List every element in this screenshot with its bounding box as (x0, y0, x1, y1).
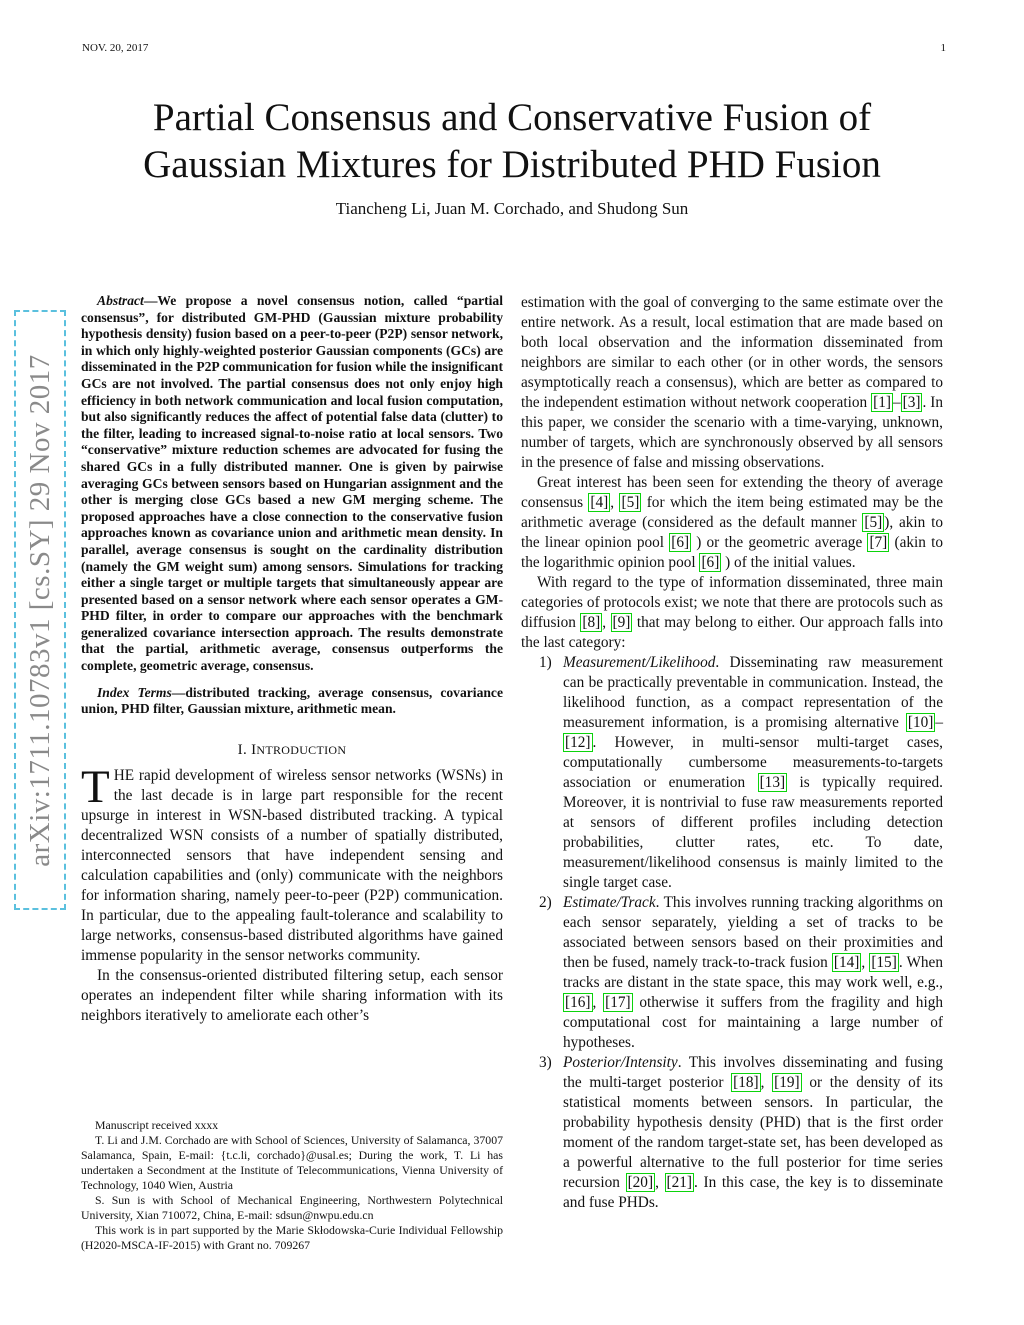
text: . However, in multi-sensor multi-target cases, computationally cumbersome measurements-to-targets association or enumeration (563, 734, 943, 791)
index-terms-lead: Index Terms (97, 684, 172, 700)
section-initial: I (251, 741, 257, 758)
title-line-1: Partial Consensus and Conservative Fusion of (152, 96, 872, 139)
running-header-date: NOV. 20, 2017 (82, 42, 149, 54)
citation-link[interactable]: [16] (565, 994, 591, 1011)
citation-link[interactable]: [5] (864, 514, 883, 531)
drop-cap: T (81, 760, 110, 813)
index-terms (81, 685, 503, 718)
footnotes (81, 1118, 503, 1253)
abstract-text: —We propose a novel consensus notion, called “partial consensus”, for distributed GM-PHD (Gaussian mixture probability hypothesis density) fusion based on a peer-to-peer (P2P) sensor network, in which only highly-weighted posterior Gaussian components (GCs) are disseminated in the P2P communication for fusion while the insignificant GCs are not involved. The partial consensus does not only enjoy high efficiency in both network communication and local fusion computation, but also significantly reduces the affect of potential false data (clutter) to the filter, leading to increased signal-to-noise ratio at local sensors. Two “conservative” mixture reduction schemes are advocated for fusing the shared GCs in a fully distributed manner. One is given by pairwise averaging GCs between sensors based on Hungarian assignment and the other is merging close GCs based a new GM merging scheme. The proposed approaches have a close connection to the conservative fusion approaches known as covariance union and arithmetic mean density. In parallel, average consensus is sought on the cardinality distribution (namely the GM weight sum) among sensors. Simulations for tracking either a single target or multiple targets that simultaneously appear are presented based on a sensor network where each sensor operates a GM-PHD filter, in order to compare our approaches with the benchmark generalized covariance intersection approach. The results demonstrate that the partial, arithmetic average, consensus outperforms the complete, geometric average, consensus. (81, 293, 503, 674)
text: . In this case, the key is to disseminate and fuse PHDs. (563, 1174, 943, 1211)
section-heading-introduction (81, 740, 503, 760)
text: – (935, 714, 943, 731)
citation-link[interactable]: [9] (612, 614, 631, 631)
citation-link[interactable]: [17] (605, 994, 631, 1011)
text: , (760, 1074, 773, 1091)
abstract-lead: Abstract (97, 293, 144, 308)
text: . Disseminating raw measurement can be practically preventable in communication. Instead, the likelihood function, as a compact representation of the measurement information, is a promising alternative (563, 654, 943, 731)
list-item-title: Measurement/Likelihood (563, 654, 716, 671)
citation-link[interactable]: [15] (871, 954, 897, 971)
citation-link[interactable]: [18] (733, 1074, 759, 1091)
abstract (81, 293, 503, 675)
text: otherwise it suffers from the fragility and high computational cost for maintaining a large number of hypotheses. (563, 994, 943, 1051)
footnote-4: This work is in part supported by the Marie Skłodowska-Curie Individual Fellowship (H2020-MSCA-IF-2015) with Grant no. 709267 (81, 1223, 503, 1252)
text: or the density of its statistical moments between sensors. In particular, the probability hypothesis density (PHD) that is the first order moment of the random target-state set, has been developed as a powerful alternative to the full posterior for time series recursion (563, 1074, 943, 1191)
left-column (81, 293, 503, 1026)
citation-link[interactable]: [1] (873, 394, 891, 411)
citation-link[interactable]: [21] (666, 1174, 693, 1191)
text: , (861, 954, 870, 971)
author-list: Tiancheng Li, Juan M. Corchado, and Shudong Sun (335, 199, 689, 218)
intro-paragraph-1 (81, 760, 503, 966)
title-line-2: Gaussian Mixtures for Distributed PHD Fusion (143, 143, 881, 186)
text: . When tracks are distant in the state space, this may work well, e.g., (563, 954, 943, 991)
footnote-2: T. Li and J.M. Corchado are with School of Sciences, University of Salamanca, 37007 Salamanca, Spain, E-mail: {t.c.li, corchado}@usal.es; During the work, T. Li has undertaken a Secondment at the Institute of Telecommunications, Vienna University of Technology, 1040 Wien, Austria (81, 1133, 503, 1192)
text: ) of the initial values. (721, 554, 856, 571)
citation-link[interactable]: [7] (869, 534, 888, 551)
text: , (655, 1174, 665, 1191)
text: estimation with the goal of converging to the same estimate over the entire network. As a result, local estimation that are made based on both local observation and the information disseminated from neighbors are similar to each other (or in other words, the sensors asymptotically reach a consensus), which are better as compared to the independent estimation without network cooperation (521, 294, 943, 411)
citation-link[interactable]: [13] (759, 774, 786, 791)
text: , (602, 614, 611, 631)
list-item (521, 653, 943, 893)
citation-link[interactable]: [6] (701, 554, 720, 571)
intro-p1-text: HE rapid development of wireless sensor networks (WSNs) in the last decade is in large part responsible for the recent upsurge in interest in WSN-based distributed tracking. A typical decentralized WSN consists of a number of spatially distributed, interconnected sensors that have independent sensing and calculation capabilities and (only) communicate with the neighbors for information sharing, namely peer-to-peer (P2P) communication. In particular, due to the appealing fault-tolerance and scalability to large networks, consensus-based distributed algorithms have gained immense popularity in the sensor networks community. (81, 766, 503, 964)
text: , (592, 994, 604, 1011)
citation-link[interactable]: [12] (565, 734, 591, 751)
text: , (610, 494, 620, 511)
text: is typically required. Moreover, it is nontrivial to fuse raw measurements reported at sensors of different profiles including detection probabilities, clutter rates, etc. To date, measurement/likelihood consensus is mainly limited to the single target case. (563, 774, 943, 891)
citation-link[interactable]: [8] (582, 614, 601, 631)
list-item-title: Estimate/Track (563, 894, 656, 911)
text: . This involves disseminating and fusing the multi-target posterior (563, 1054, 943, 1091)
text: Great interest has been seen for extending the theory of average consensus (521, 474, 943, 511)
citation-link[interactable]: [6] (671, 534, 690, 551)
citation-link[interactable]: [5] (621, 494, 640, 511)
text: ), akin to the linear opinion pool (521, 514, 943, 551)
right-paragraph-3 (521, 573, 943, 653)
citation-link[interactable]: [4] (590, 494, 609, 511)
citation-link[interactable]: [3] (902, 394, 921, 411)
citation-link[interactable]: [20] (627, 1174, 654, 1191)
category-list (521, 653, 943, 1213)
text: . In this paper, we consider the scenario with a time-varying, unknown, number of targets, which are synchronously observed by all sensors in the presence of false and missing observations. (521, 394, 943, 471)
footnote-1: Manuscript received xxxx (95, 1118, 219, 1132)
text: that may belong to either. Our approach falls into the last category: (521, 614, 943, 651)
page-number: 1 (940, 42, 946, 54)
paper-title (0, 94, 1024, 188)
footnote-3: S. Sun is with School of Mechanical Engineering, Northwestern Polytechnical University, Xian 710072, China, E-mail: sdsun@nwpu.edu.cn (81, 1193, 503, 1222)
list-item (521, 1053, 943, 1213)
intro-paragraph-2: In the consensus-oriented distributed filtering setup, each sensor operates an independent filter while sharing information with its neighbors iteratively to ameliorate each other’s (81, 966, 503, 1024)
right-paragraph-2 (521, 473, 943, 573)
citation-link[interactable]: [19] (774, 1074, 800, 1091)
list-number: 2) (539, 894, 552, 911)
text: (akin to the logarithmic opinion pool (521, 534, 943, 571)
text: for which the item being estimated may be the arithmetic average (considered as the default manner (521, 494, 943, 531)
right-paragraph-1 (521, 293, 943, 473)
section-numeral: I. (237, 741, 252, 758)
list-item (521, 893, 943, 1053)
text: ) or the geometric average (691, 534, 868, 551)
text: . This involves running tracking algorithms on each sensor separately, yielding a set of tracks to be associated between sensors based on their proximities and then be fused, namely track-to-track fusion (563, 894, 943, 971)
list-number: 3) (539, 1054, 552, 1071)
section-rest: NTRODUCTION (256, 742, 347, 757)
index-terms-text: —distributed tracking, average consensus, covariance union, PHD filter, Gaussian mixture, arithmetic mean. (81, 684, 503, 717)
right-column (521, 293, 943, 1213)
text: – (892, 394, 901, 411)
citation-link[interactable]: [14] (833, 954, 860, 971)
arxiv-stamp-text: arXiv:1711.10783v1 [cs.SY] 29 Nov 2017 (23, 353, 56, 867)
list-item-title: Posterior/Intensity (563, 1054, 678, 1071)
text: With regard to the type of information disseminated, three main categories of protocols exist; we note that there are protocols such as diffusion (521, 574, 943, 631)
citation-link[interactable]: [10] (907, 714, 934, 731)
list-number: 1) (539, 654, 552, 671)
arxiv-stamp[interactable] (14, 310, 66, 910)
